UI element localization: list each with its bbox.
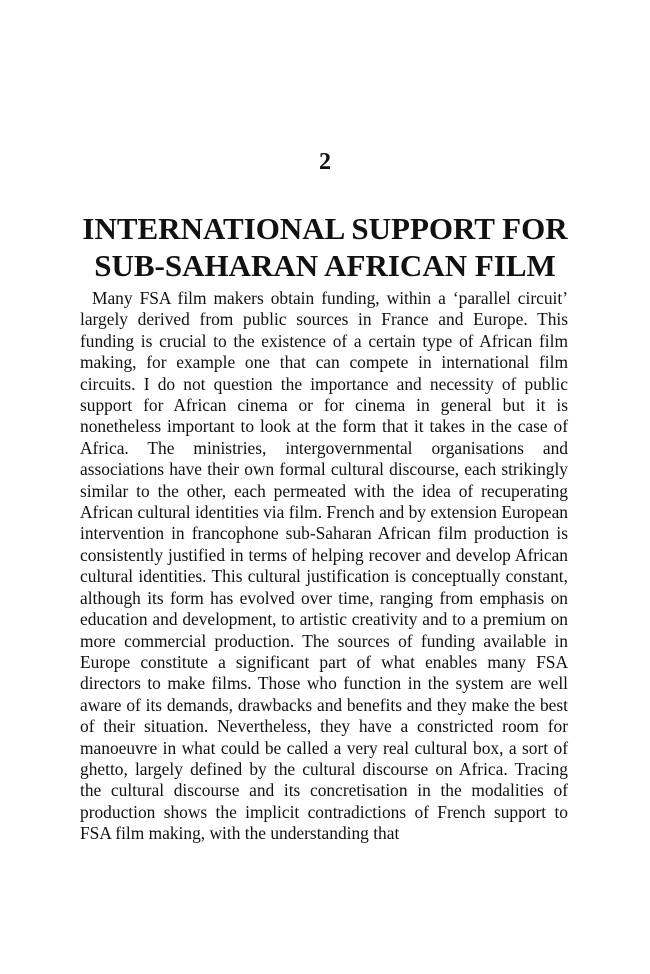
chapter-title-line-1: INTERNATIONAL SUPPORT FOR (82, 211, 568, 246)
chapter-title-line-2: SUB-SAHARAN AFRICAN FILM (94, 248, 556, 283)
chapter-title (0, 210, 650, 284)
chapter-number: 2 (319, 149, 331, 175)
body-paragraph: Many FSA film makers obtain funding, within a ‘parallel circuit’ largely derived from public sources in France and Europe. This funding is crucial to the existence of a certain type of African film making, for example one that can compete in international film circuits. I do not question the importance and necessity of public support for African cinema or for cinema in general but it is nonetheless important to look at the form that it takes in the case of Africa. The ministries, intergovernmental organisations and associations have their own formal cultural discourse, each strikingly similar to the other, each permeated with the idea of recuperating African cultural identities via film. French and by extension European intervention in francophone sub-Saharan African film production is consistently justified in terms of helping recover and develop African cultural identities. This cultural justification is conceptually constant, although its form has evolved over time, ranging from emphasis on education and development, to artistic creativity and to a premium on more commercial production. The sources of funding available in Europe constitute a significant part of what enables many FSA directors to make films. Those who function in the system are well aware of its demands, drawbacks and benefits and they make the best of their situation. Nevertheless, they have a constricted room for manoeuvre in what could be called a very real cultural box, a sort of ghetto, largely defined by the cultural discourse on Africa. Tracing the cultural discourse and its concretisation in the modalities of production shows the implicit contradictions of French support to FSA film making, with the understanding that (80, 288, 568, 844)
